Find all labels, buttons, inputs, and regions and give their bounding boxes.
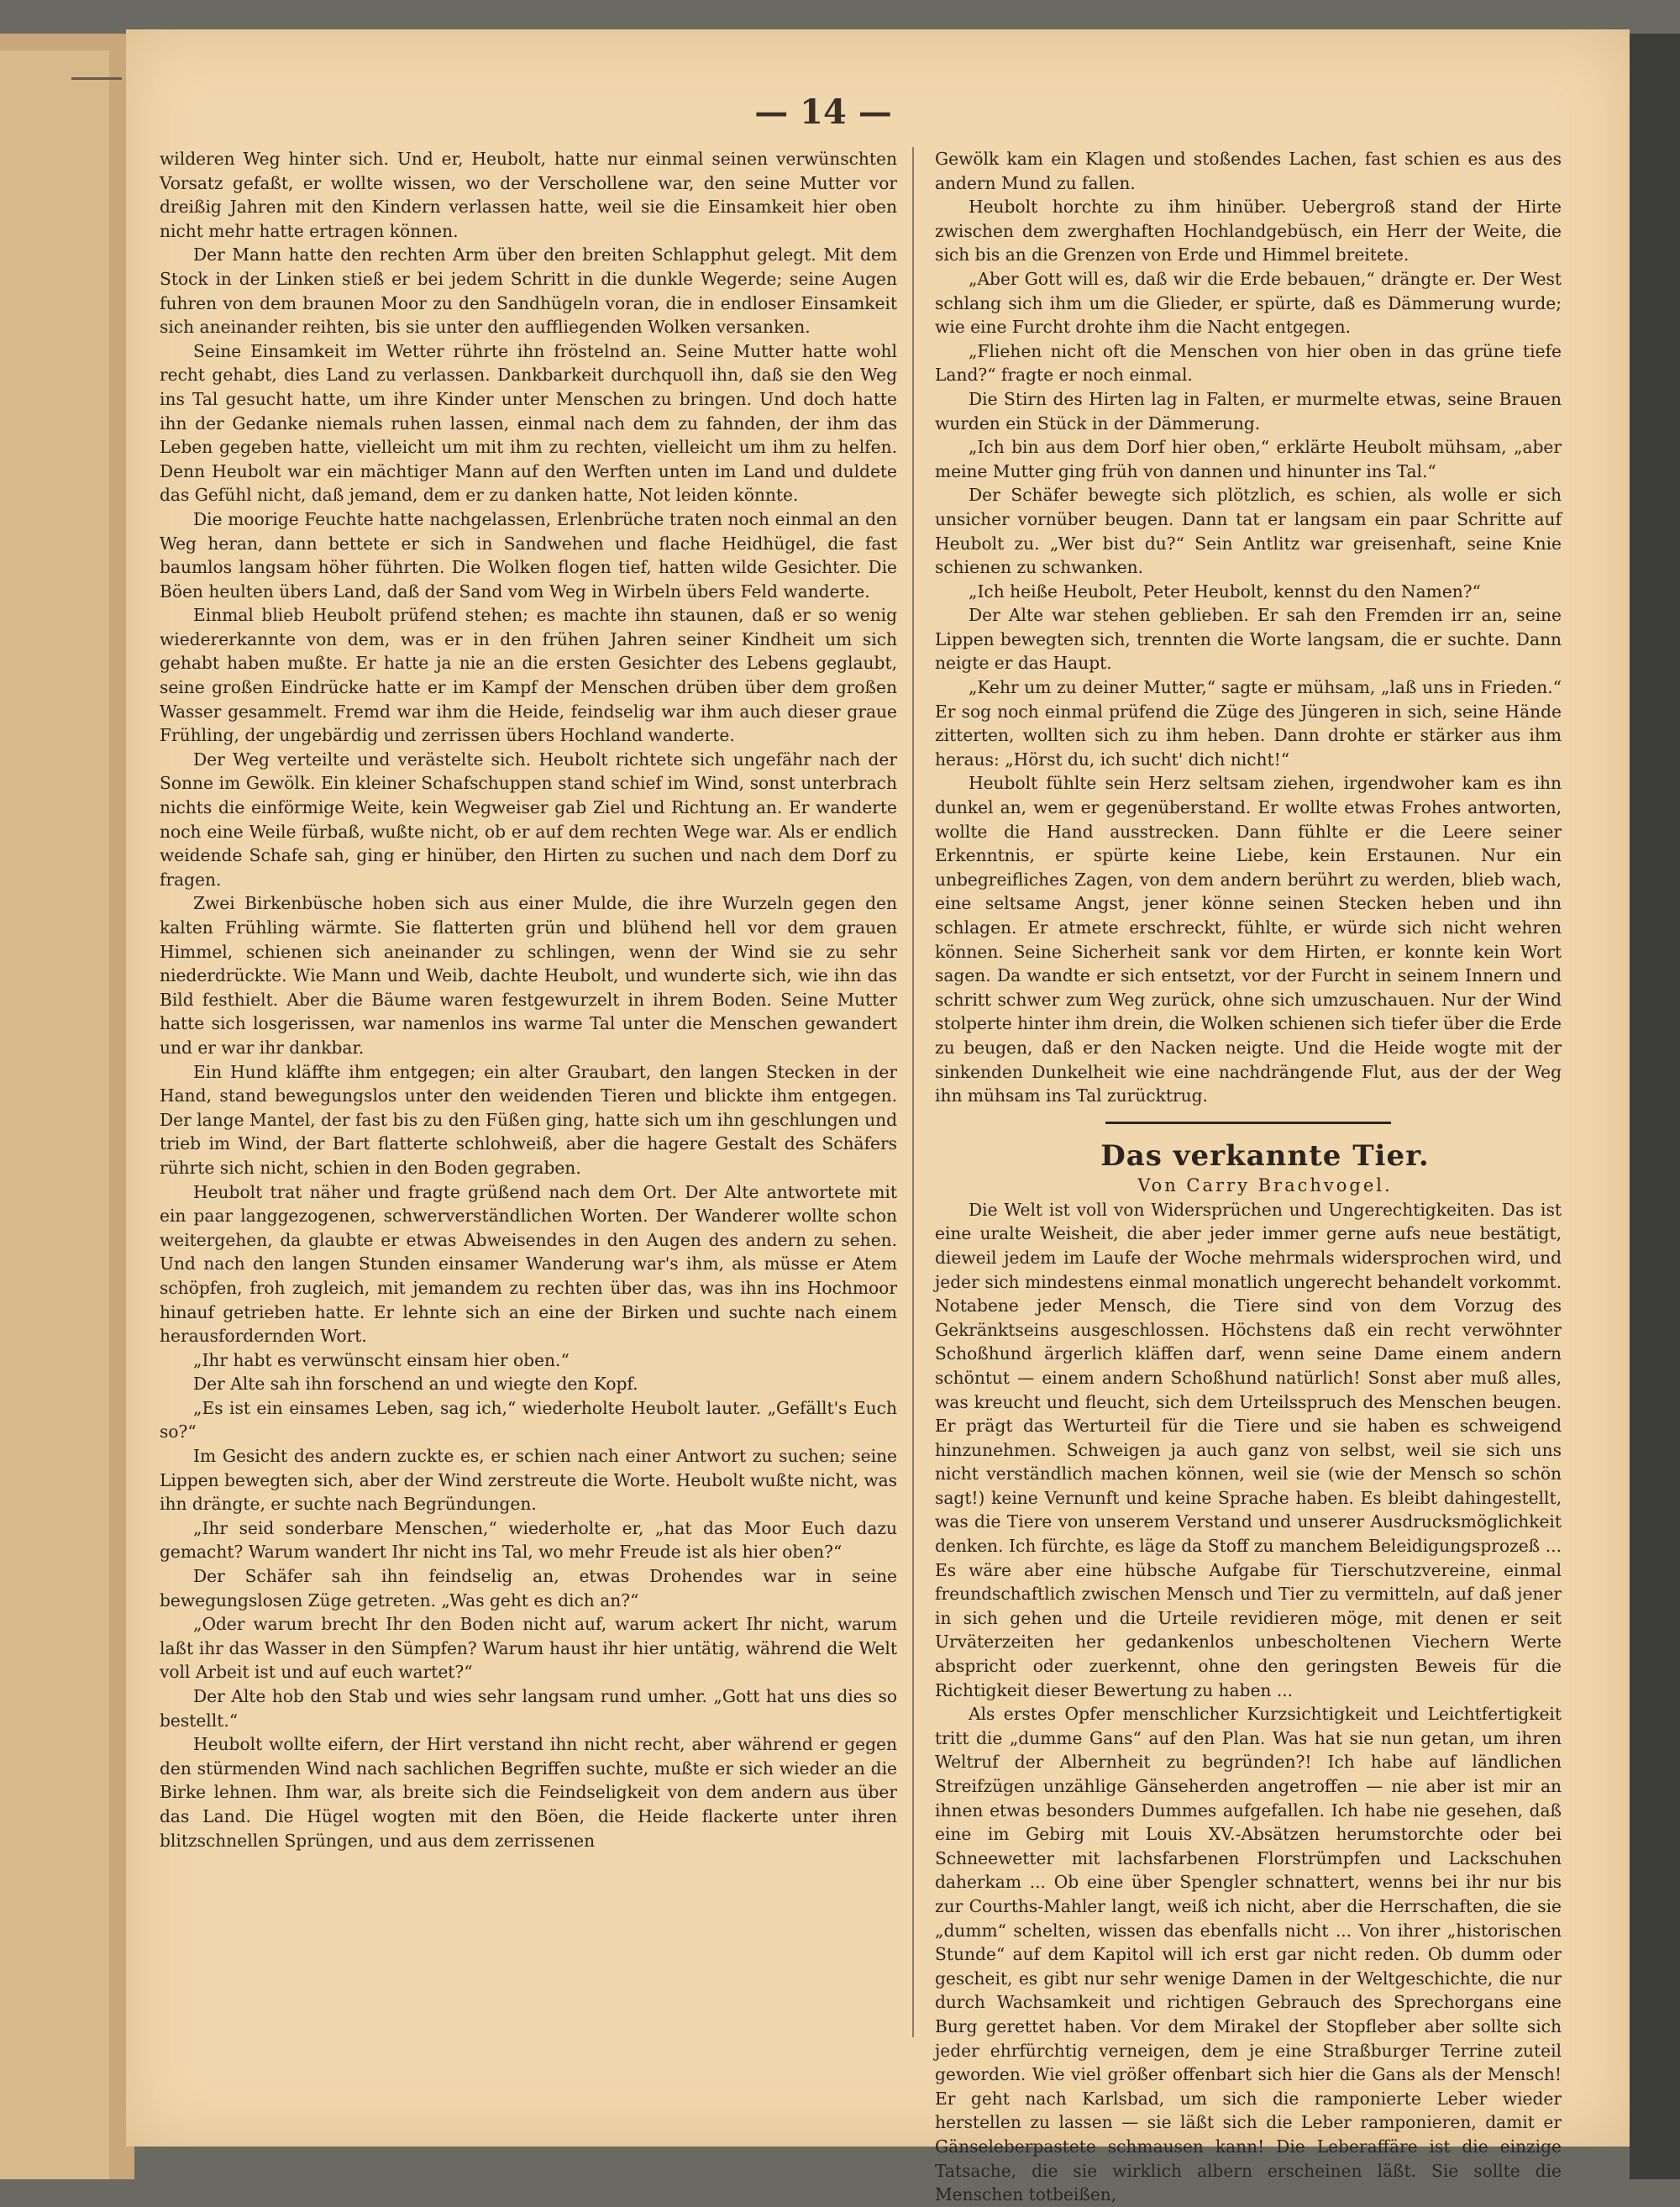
paragraph: „Ihr habt es verwünscht einsam hier oben.“	[193, 1349, 570, 1370]
paragraph: Die Stirn des Hirten lag in Falten, er murmelte etwas, seine Brauen wurden ein Stück in der Dämmerung.	[935, 388, 1562, 434]
column-left	[160, 147, 897, 2046]
article-title: Das verkannte Tier.	[1100, 1138, 1430, 1173]
paragraph: „Kehr um zu deiner Mutter,“ sagte er mühsam, „laß uns in Frieden.“ Er sog noch einmal prüfend die Züge des Jüngeren in sich, seine Hände zitterten, wollten sich zu ihm heben. Dann drohte er stärker aus ihm heraus: „Hörst du, ich sucht' dich nicht!“	[935, 677, 1562, 770]
paragraph: Einmal blieb Heubolt prüfend stehen; es machte ihn staunen, daß er so wenig wiedererkannte von dem, was er in den frühen Jahren seiner Kindheit um sich gehabt haben mußte. Er hatte ja nie an die ersten Gesichter des Lebens geglaubt, seine großen Eindrücke hatte er im Kampf der Menschen drüben über dem großen Wasser gesammelt. Fremd war ihm die Heide, feindselig war ihm auch dieser graue Frühling, der ungebärdig und zerrissen übers Hochland wanderte.	[160, 605, 897, 746]
paragraph: Der Weg verteilte und verästelte sich. Heubolt richtete sich ungefähr nach der Sonne im Gewölk. Ein kleiner Schafschuppen stand schief im Wind, sonst unterbrach nichts die einförmige Weite, kein Wegweiser gab Ziel und Richtung an. Er wanderte noch eine Weile fürbaß, wußte nicht, ob er auf dem rechten Wege war. Als er endlich weidende Schafe sah, ging er hinüber, den Hirten zu suchen und nach dem Dorf zu fragen.	[160, 749, 897, 890]
paragraph: Ein Hund kläffte ihm entgegen; ein alter Graubart, den langen Stecken in der Hand, stand bewegungslos unter den weidenden Tieren und blickte ihm entgegen. Der lange Mantel, der fast bis zu den Füßen ging, hatte sich um ihn geschlungen und trieb im Wind, der Bart flatterte schlohweiß, aber die hagere Gestalt des Schäfers rührte sich nicht, schien in den Boden gegraben.	[160, 1061, 897, 1178]
paragraph: „Aber Gott will es, daß wir die Erde bebauen,“ drängte er. Der West schlang sich ihm um die Glieder, er spürte, daß es Dämmerung wurde; wie eine Furcht drohte ihm die Nacht entgegen.	[935, 268, 1562, 338]
article-author: Von Carry Brachvogel.	[1137, 1174, 1393, 1195]
scan-background-strip	[1630, 34, 1680, 2179]
paragraph: Heubolt horchte zu ihm hinüber. Uebergroß stand der Hirte zwischen dem zwerghaften Hochlandgebüsch, ein Herr der Weite, die sich bis an die Grenzen von Erde und Himmel breitete.	[935, 197, 1562, 265]
margin-mark	[71, 77, 122, 80]
paragraph: „Oder warum brecht Ihr den Boden nicht auf, warum ackert Ihr nicht, warum laßt ihr das Wasser in den Sümpfen? Warum haust ihr hier untätig, während die Welt voll Arbeit ist und auf euch wartet?“	[160, 1614, 897, 1683]
paragraph: Heubolt fühlte sein Herz seltsam ziehen, irgendwoher kam es ihn dunkel an, wem er gegenüberstand. Er wollte etwas Frohes antworten, wollte die Hand ausstrecken. Dann fühlte er die Leere seiner Erkenntnis, er spürte keine Liebe, kein Erstaunen. Nur ein unbegreifliches Zagen, von dem andern berührt zu werden, blieb wach, eine seltsame Angst, jener könne seinen Stecken heben und ihn schlagen. Er atmete erschreckt, fühlte, er würde sich nicht wehren können. Seine Sicherheit sank vor dem Hirten, er konnte kein Wort sagen. Da wandte er sich entsetzt, vor der Furcht in seinem Innern und schritt schwer zum Weg zurück, ohne sich umzuschauen. Nur der Wind stolperte hinter ihm drein, die Wolken schienen sich tiefer über die Erde zu beugen, daß er den Nacken neigte. Und die Heide wogte mit der sinkenden Dunkelheit wie eine nachdrängende Flut, aus der der Weg ihn mühsam ins Tal zurücktrug.	[935, 773, 1562, 1106]
paragraph: Der Mann hatte den rechten Arm über den breiten Schlapphut gelegt. Mit dem Stock in der Linken stieß er bei jedem Schritt in die dunkle Wegerde; seine Augen fuhren von dem braunen Moor zu den Sandhügeln voran, die in endloser Einsamkeit sich aneinander reihten, bis sie unter den auffliegenden Wolken versanken.	[160, 244, 897, 338]
page-number: — 14 —	[754, 92, 892, 132]
column-right	[935, 147, 1562, 2205]
paragraph: Der Schäfer sah ihn feindselig an, etwas Drohendes war in seine bewegungslosen Züge getreten. „Was geht es dich an?“	[160, 1566, 897, 1611]
paragraph: Der Schäfer bewegte sich plötzlich, es schien, als wolle er sich unsicher vornüber beugen. Dann tat er langsam ein paar Schritte auf Heubolt zu. „Wer bist du?“ Sein Antlitz war greisenhaft, seine Knie schienen zu schwanken.	[935, 485, 1562, 578]
paragraph: „Es ist ein einsames Leben, sag ich,“ wiederholte Heubolt lauter. „Gefällt's Euch so?“	[160, 1397, 897, 1442]
paragraph: Gewölk kam ein Klagen und stoßendes Lachen, fast schien es aus des andern Mund zu fallen.	[935, 149, 1562, 193]
paragraph: Heubolt trat näher und fragte grüßend nach dem Ort. Der Alte antwortete mit ein paar langgezogenen, schwerverständlichen Worten. Der Wanderer wollte schon weitergehen, da glaubte er etwas Abweisendes in den Augen des andern zu sehen. Und nach den langen Stunden einsamer Wanderung war's ihm, als müsse er Atem schöpfen, froh zugleich, mit jemandem zu rechten über das, was ihn ins Hochmoor hinauf getrieben hatte. Er lehnte sich an eine der Birken und suchte nach einem herausfordernden Wort.	[160, 1181, 897, 1347]
paragraph: Als erstes Opfer menschlicher Kurzsichtigkeit und Leichtfertigkeit tritt die „dumme Gans“ auf den Plan. Was hat sie nun getan, um ihren Weltruf der Albernheit zu begründen?! Ich habe auf ländlichen Streifzügen unzählige Gänseherden angetroffen — nie aber ist mir an ihnen etwas besonders Dummes aufgefallen. Ich habe nie gesehen, daß eine im Gebirg mit Louis XV.-Absätzen herumstorchte oder bei Schneewetter mit lachsfarbenen Florstrümpfen und Lackschuhen daherkam ... Ob eine über Spengler schnattert, wenns bei ihr nur bis zur Courths-Mahler langt, weiß ich nicht, aber die Herrschaften, die sie „dumm“ schelten, wissen das ebenfalls nicht ... Von ihrer „historischen Stunde“ auf dem Kapitol will ich erst gar nicht reden. Ob dumm oder gescheit, es gibt nur sehr wenige Damen in der Weltgeschichte, die nur durch Wachsamkeit und richtigen Gebrauch des Sprechorgans eine Burg gerettet haben. Vor dem Mirakel der Stopfleber aber sollte sich jeder ehrfürchtig verneigen, dem je eine Straßburger Terrine zuteil geworden. Wie viel größer offenbart sich hier die Gans als der Mensch! Er geht nach Karlsbad, um sich die ramponierte Leber wieder herstellen zu lassen — sie läßt sich die Leber ramponieren, damit er Gänseleberpastete schmausen kann! Die Leberaffäre ist die einzige Tatsache, die sie wirklich albern erscheinen läßt. Sie sollte die Menschen totbeißen,	[935, 1704, 1562, 2205]
paragraph: Der Alte war stehen geblieben. Er sah den Fremden irr an, seine Lippen bewegten sich, trennten die Worte langsam, die er suchte. Dann neigte er das Haupt.	[935, 605, 1562, 674]
paragraph: Der Alte sah ihn forschend an und wiegte den Kopf.	[193, 1374, 638, 1395]
paragraph: Seine Einsamkeit im Wetter rührte ihn fröstelnd an. Seine Mutter hatte wohl recht gehabt, dies Land zu verlassen. Dankbarkeit durchquoll ihn, daß sie den Weg ins Tal gesucht hatte, um ihre Kinder unter Menschen zu bringen. Und doch hatte ihn der Gedanke niemals ruhen lassen, einmal nach dem zu fahnden, der ihm das Leben gegeben hatte, vielleicht um mit ihm zu rechten, vielleicht um ihm zu helfen. Denn Heubolt war ein mächtiger Mann auf den Werften unten im Land und duldete das Gefühl nicht, daß jemand, dem er zu danken hatte, Not leiden könnte.	[160, 340, 897, 506]
paragraph: Heubolt wollte eifern, der Hirt verstand ihn nicht recht, aber während er gegen den stürmenden Wind nach sachlichen Begriffen suchte, mußte er sich wieder an die Birke lehnen. Ihm war, als breite sich die Feindseligkeit von dem andern aus über das Land. Die Hügel wogten mit den Böen, die Heide flackerte unter ihren blitzschnellen Sprüngen, und aus dem zerrissenen	[160, 1734, 897, 1851]
paragraph: wilderen Weg hinter sich. Und er, Heubolt, hatte nur einmal seinen verwünschten Vorsatz gefaßt, er wollte wissen, wo der Verschollene war, den seine Mutter vor dreißig Jahren mit den Kindern verlassen hatte, weil sie die Einsamkeit hier oben nicht mehr hatte ertragen können.	[160, 149, 897, 241]
underlying-sheet-edge	[0, 50, 109, 2179]
article-separator-rule	[1105, 1122, 1391, 1124]
paragraph: Zwei Birkenbüsche hoben sich aus einer Mulde, die ihre Wurzeln gegen den kalten Frühling wärmte. Sie flatterten grün und blühend hell vor dem grauen Himmel, schienen sich aneinander zu schlingen, wenn der Wind sie zu sehr niederdrückte. Wie Mann und Weib, dachte Heubolt, und wunderte sich, wie ihn das Bild festhielt. Aber die Bäume waren festgewurzelt in ihrem Boden. Seine Mutter hatte sich losgerissen, war namenlos ins warme Tal unter die Menschen gewandert und er war ihr dankbar.	[160, 893, 897, 1058]
paragraph: Im Gesicht des andern zuckte es, er schien nach einer Antwort zu suchen; seine Lippen bewegten sich, aber der Wind zerstreute die Worte. Heubolt wußte nicht, was ihn drängte, er suchte nach Begründungen.	[160, 1446, 897, 1515]
paragraph: „Fliehen nicht oft die Menschen von hier oben in das grüne tiefe Land?“ fragte er noch einmal.	[935, 340, 1562, 386]
paragraph: Die moorige Feuchte hatte nachgelassen, Erlenbrüche traten noch einmal an den Weg heran, dann bettete er sich in Sandwehen und flache Heidhügel, die fast baumlos langsam höher führten. Die Wolken flogen tief, hatten wilde Gesichter. Die Böen heulten übers Land, daß der Sand vom Weg in Wirbeln übers Feld wanderte.	[160, 508, 897, 602]
paragraph: Die Welt ist voll von Widersprüchen und Ungerechtigkeiten. Das ist eine uralte Weisheit, die aber jeder immer gerne aufs neue bestätigt, dieweil jedem im Laufe der Woche mehrmals widersprochen wird, und jeder sich mindestens einmal monatlich ungerecht behandelt vorkommt. Notabene jeder Mensch, die Tiere sind von dem Vorzug des Gekränktseins ausgeschlossen. Höchstens daß ein recht verwöhnter Schoßhund ärgerlich kläffen darf, wenn seine Dame einem andern schöntut — einem andern Schoßhund natürlich! Sonst aber muß alles, was kreucht und fleucht, sich dem Urteilsspruch des Menschen beugen. Er prägt das Werturteil für die Tiere und sie haben es schweigend hinzunehmen. Schweigen ja auch ganz von selbst, weil sie sich uns nicht verständlich machen können, weil sie (wie der Mensch so schön sagt!) keine Vernunft und keine Sprache haben. Es bleibt dahingestellt, was die Tiere von unserem Verstand und unserer Ausdrucksmöglichkeit denken. Ich fürchte, es läge da Stoff zu manchem Beleidigungsprozeß ... Es wäre aber eine hübsche Aufgabe für Tierschutzvereine, einmal freundschaftlich zwischen Mensch und Tier zu vermitteln, auf daß jener in sich gehen und die Urteile revidieren möge, mit denen er seit Urväterzeiten her gedankenlos unbescholtenen Viechern Werte abspricht oder zuerkennt, ohne den geringsten Beweis für die Richtigkeit dieser Bewertung zu haben ...	[935, 1199, 1562, 1700]
paragraph: „Ich bin aus dem Dorf hier oben,“ erklärte Heubolt mühsam, „aber meine Mutter ging früh von dannen und hinunter ins Tal.“	[935, 437, 1562, 481]
column-divider	[912, 147, 914, 2037]
paragraph: „Ich heiße Heubolt, Peter Heubolt, kennst du den Namen?“	[969, 581, 1481, 602]
paragraph: „Ihr seid sonderbare Menschen,“ wiederholte er, „hat das Moor Euch dazu gemacht? Warum wandert Ihr nicht ins Tal, wo mehr Freude ist als hier oben?“	[160, 1517, 897, 1563]
paragraph: Der Alte hob den Stab und wies sehr langsam rund umher. „Gott hat uns dies so bestellt.“	[160, 1686, 897, 1731]
